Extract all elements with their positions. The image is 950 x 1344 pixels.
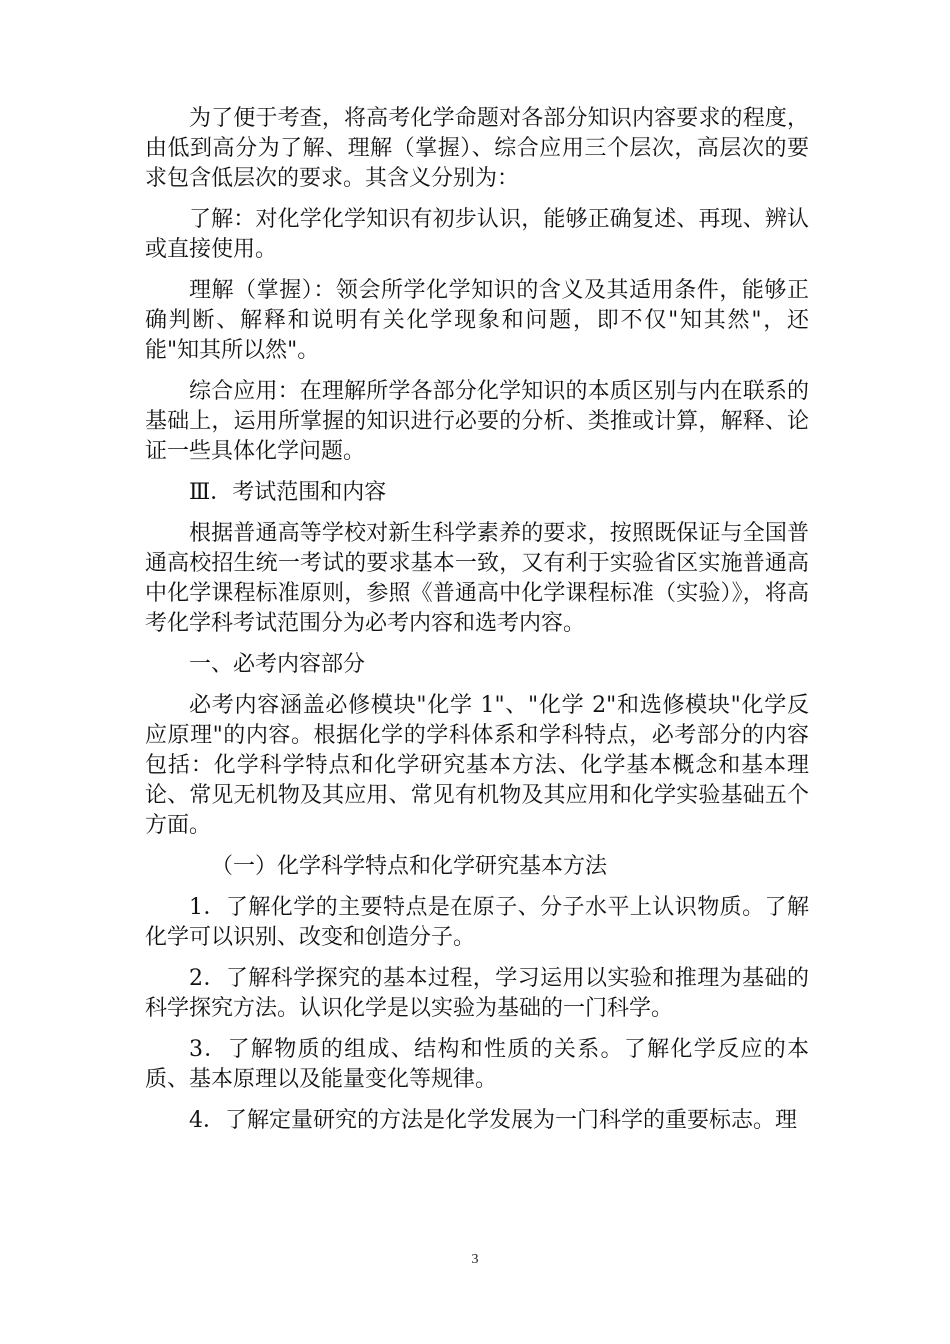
subsection-heading: 一、必考内容部分 bbox=[189, 652, 366, 677]
page-number: 3 bbox=[471, 1252, 479, 1267]
paragraph-lijie: 理解（掌握）：领会所学化学知识的含义及其适用条件，能够正确判断、解释和说明有关化学现象和问题，即不仅"知其然"，还能"知其所以然"。 bbox=[145, 278, 809, 363]
paragraph-scope: 根据普通高等学校对新生科学素养的要求，按照既保证与全国普通高校招生统一考试的要求基本一致，又有利于实验省区实施普通高中化学课程标准原则，参照《普通高中化学课程标准（实验）》，将高考化学科考试范围分为必考内容和选考内容。 bbox=[145, 521, 809, 636]
list-item: 3．了解物质的组成、结构和性质的关系。了解化学反应的本质、基本原理以及能量变化等规律。 bbox=[145, 1037, 809, 1092]
list-item: 4．了解定量研究的方法是化学发展为一门科学的重要标志。理 bbox=[189, 1108, 797, 1133]
paragraph-liaojie: 了解：对化学化学知识有初步认识，能够正确复述、再现、辨认或直接使用。 bbox=[145, 207, 809, 262]
paragraph-required-content: 必考内容涵盖必修模块"化学 1"、"化学 2"和选修模块"化学反应原理"的内容。根据化学的学科体系和学科特点，必考部分的内容包括：化学科学特点和化学研究基本方法、化学基本概念和基本理论、常见无机物及其应用、常见有机物及其应用和化学实验基础五个方面。 bbox=[145, 693, 809, 838]
section-heading: Ⅲ．考试范围和内容 bbox=[189, 480, 387, 505]
list-item: 1．了解化学的主要特点是在原子、分子水平上认识物质。了解化学可以识别、改变和创造分子。 bbox=[145, 895, 809, 950]
paragraph-intro: 为了便于考查，将高考化学命题对各部分知识内容要求的程度，由低到高分为了解、理解（掌握）、综合应用三个层次，高层次的要求包含低层次的要求。其含义分别为： bbox=[145, 106, 809, 191]
page-body bbox=[145, 104, 809, 1147]
subsubsection-heading: （一）化学科学特点和化学研究基本方法 bbox=[211, 854, 608, 879]
paragraph-zonghe: 综合应用：在理解所学各部分化学知识的本质区别与内在联系的基础上，运用所掌握的知识进行必要的分析、类推或计算，解释、论证一些具体化学问题。 bbox=[145, 379, 809, 464]
list-item: 2．了解科学探究的基本过程，学习运用以实验和推理为基础的科学探究方法。认识化学是以实验为基础的一门科学。 bbox=[145, 966, 809, 1021]
